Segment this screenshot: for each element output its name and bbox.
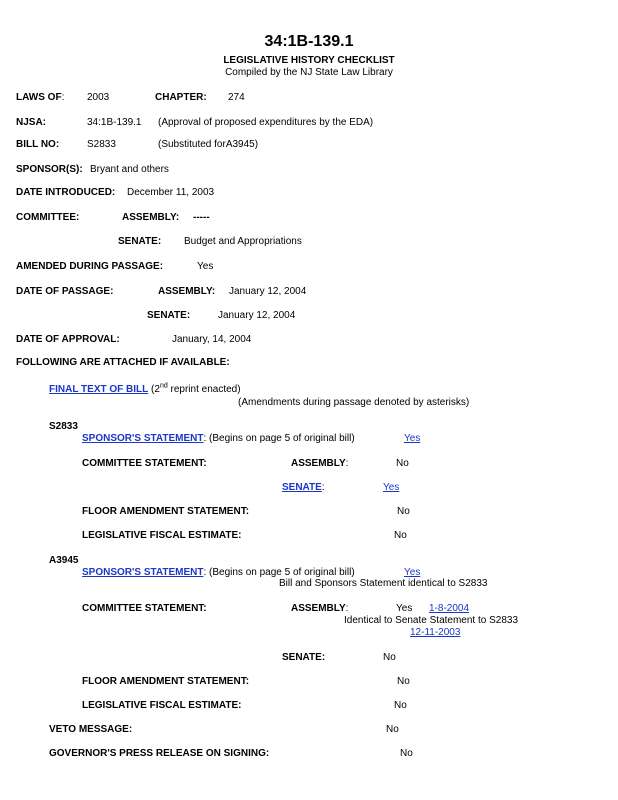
approval-label: DATE OF APPROVAL: xyxy=(16,334,120,345)
page-subtitle: LEGISLATIVE HISTORY CHECKLIST xyxy=(223,55,395,66)
final-text-post: reprint enacted) xyxy=(167,384,241,395)
attached-heading: FOLLOWING ARE ATTACHED IF AVAILABLE: xyxy=(16,357,230,368)
njsa-description: (Approval of proposed expenditures by the EDA) xyxy=(158,117,374,128)
final-text-link[interactable]: FINAL TEXT OF BILL xyxy=(49,384,149,395)
a3945-label: A3945 xyxy=(49,555,79,566)
committee-senate-value: Budget and Appropriations xyxy=(184,236,302,247)
passage-assembly-value: January 12, 2004 xyxy=(229,286,307,297)
a3945-identical-senate: Identical to Senate Statement to S2833 xyxy=(344,615,519,626)
amended-value: Yes xyxy=(197,261,214,272)
a3945-identical-note: Bill and Sponsors Statement identical to S2833 xyxy=(279,578,488,589)
a3945-senate-date-link[interactable]: 12-11-2003 xyxy=(410,627,461,638)
final-text-pre: (2 xyxy=(148,384,160,395)
passage-label: DATE OF PASSAGE: xyxy=(16,286,114,297)
committee-assembly-label: ASSEMBLY: xyxy=(122,212,180,223)
governor-value: No xyxy=(400,748,413,759)
a3945-assembly-colon: : xyxy=(345,603,349,614)
a3945-fiscal-value: No xyxy=(394,700,407,711)
njsa-value: 34:1B-139.1 xyxy=(87,117,142,128)
laws-year: 2003 xyxy=(87,92,110,103)
governor-label: GOVERNOR'S PRESS RELEASE ON SIGNING: xyxy=(49,748,270,759)
final-text-row xyxy=(49,384,241,396)
a3945-assembly-date-link[interactable]: 1-8-2004 xyxy=(429,603,470,614)
s2833-assembly-row xyxy=(291,458,348,470)
a3945-fiscal-label: LEGISLATIVE FISCAL ESTIMATE: xyxy=(82,700,242,711)
s2833-sponsor-yes-link[interactable]: Yes xyxy=(404,433,421,444)
s2833-sponsor-text: : (Begins on page 5 of original bill) xyxy=(203,433,355,444)
a3945-sponsor-statement-link[interactable]: SPONSOR'S STATEMENT xyxy=(82,567,204,578)
a3945-assembly-row xyxy=(291,603,348,615)
a3945-committee-label: COMMITTEE STATEMENT: xyxy=(82,603,207,614)
chapter-value: 274 xyxy=(228,92,245,103)
final-text-sup: nd xyxy=(159,382,168,390)
committee-assembly-value: ----- xyxy=(193,212,210,223)
s2833-sponsor-row xyxy=(82,433,355,445)
bill-no-value: S2833 xyxy=(87,139,116,150)
a3945-senate-label: SENATE: xyxy=(282,652,326,663)
committee-label: COMMITTEE: xyxy=(16,212,80,223)
a3945-assembly-label: ASSEMBLY xyxy=(291,603,346,614)
laws-of-label: LAWS OF xyxy=(16,92,62,103)
sponsor-value: Bryant and others xyxy=(90,164,169,175)
s2833-senate-yes-link[interactable]: Yes xyxy=(383,482,400,493)
s2833-fiscal-label: LEGISLATIVE FISCAL ESTIMATE: xyxy=(82,530,242,541)
date-introduced-label: DATE INTRODUCED: xyxy=(16,187,116,198)
date-introduced-value: December 11, 2003 xyxy=(127,187,215,198)
passage-assembly-label: ASSEMBLY: xyxy=(158,286,216,297)
a3945-floor-value: No xyxy=(397,676,410,687)
compiled-by: Compiled by the NJ State Law Library xyxy=(225,67,393,78)
amended-label: AMENDED DURING PASSAGE: xyxy=(16,261,164,272)
chapter-label: CHAPTER: xyxy=(155,92,207,103)
a3945-floor-label: FLOOR AMENDMENT STATEMENT: xyxy=(82,676,250,687)
passage-senate-value: January 12, 2004 xyxy=(218,310,296,321)
a3945-senate-value: No xyxy=(383,652,396,663)
a3945-sponsor-text: : (Begins on page 5 of original bill) xyxy=(203,567,355,578)
s2833-assembly-value: No xyxy=(396,458,409,469)
s2833-senate-row xyxy=(282,482,325,494)
passage-senate-label: SENATE: xyxy=(147,310,191,321)
s2833-floor-label: FLOOR AMENDMENT STATEMENT: xyxy=(82,506,250,517)
s2833-assembly-label: ASSEMBLY xyxy=(291,458,346,469)
s2833-sponsor-statement-link[interactable]: SPONSOR'S STATEMENT xyxy=(82,433,204,444)
s2833-label: S2833 xyxy=(49,421,78,432)
veto-value: No xyxy=(386,724,399,735)
final-text-note: (Amendments during passage denoted by asterisks) xyxy=(238,397,470,408)
njsa-label: NJSA: xyxy=(16,117,47,128)
approval-value: January, 14, 2004 xyxy=(172,334,252,345)
laws-of-row xyxy=(16,92,64,104)
a3945-assembly-value: Yes xyxy=(396,603,413,614)
committee-senate-label: SENATE: xyxy=(118,236,162,247)
laws-of-colon: : xyxy=(61,92,65,103)
s2833-committee-label: COMMITTEE STATEMENT: xyxy=(82,458,207,469)
s2833-senate-link[interactable]: SENATE xyxy=(282,482,322,493)
s2833-assembly-colon: : xyxy=(345,458,349,469)
s2833-fiscal-value: No xyxy=(394,530,407,541)
bill-no-label: BILL NO: xyxy=(16,139,60,150)
sponsor-label: SPONSOR(S): xyxy=(16,164,83,175)
s2833-senate-colon: : xyxy=(321,482,325,493)
veto-label: VETO MESSAGE: xyxy=(49,724,133,735)
a3945-sponsor-yes-link[interactable]: Yes xyxy=(404,567,421,578)
bill-substituted: (Substituted forA3945) xyxy=(158,139,259,150)
s2833-floor-value: No xyxy=(397,506,410,517)
page-title: 34:1B-139.1 xyxy=(264,33,354,50)
